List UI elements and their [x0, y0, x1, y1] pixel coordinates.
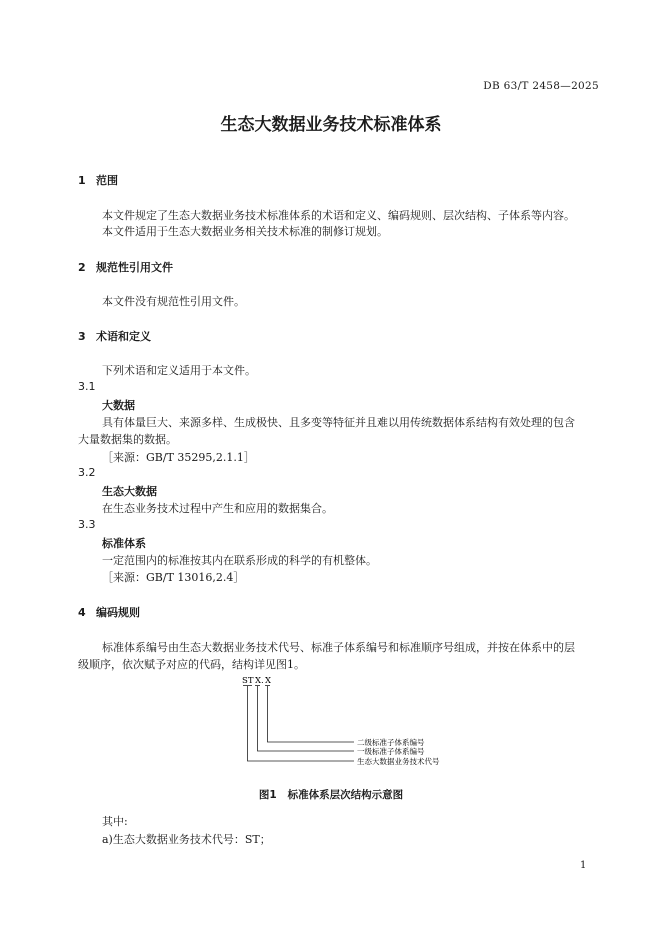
term-definition: 大量数据集的数据。: [78, 433, 177, 446]
term-number: 3.2: [78, 466, 96, 479]
figure-caption-number: 图1: [258, 789, 277, 801]
term-definition: 一定范围内的标准按其内在联系形成的科学的有机整体。: [102, 554, 377, 567]
section-title: 编码规则: [96, 606, 140, 619]
figure-label-code: 生态大数据业务技术代号: [357, 757, 440, 766]
document-title: 生态大数据业务技术标准体系: [220, 115, 442, 135]
figure-label-level2: 二级标准子体系编号: [357, 738, 425, 747]
section-number: 4: [78, 606, 86, 619]
section-number: 2: [78, 261, 86, 274]
list-item: a)生态大数据业务技术代号：ST；: [102, 833, 271, 846]
term-name: 标准体系: [102, 537, 146, 550]
term-name: 生态大数据: [102, 485, 157, 498]
document-code: DB 63/T 2458—2025: [483, 80, 599, 92]
figure-code-x1: X.: [255, 676, 264, 686]
figure-caption: [0, 787, 662, 802]
paragraph: 本文件没有规范性引用文件。: [102, 295, 245, 308]
section-4-heading: [78, 604, 140, 620]
paragraph: 下列术语和定义适用于本文件。: [102, 364, 256, 377]
connector-level1: [258, 686, 355, 751]
paragraph: 标准体系编号由生态大数据业务技术代号、标准子体系编号和标准顺序号组成，并按在体系中的层: [102, 641, 575, 654]
term-definition: 具有体量巨大、来源多样、生成极快、且多变等特征并且难以用传统数据体系结构有效处理的包含: [102, 416, 575, 429]
paragraph: 本文件适用于生态大数据业务相关技术标准的制修订规划。: [102, 225, 388, 238]
section-title: 术语和定义: [96, 330, 151, 343]
connector-level2: [268, 686, 355, 742]
term-source: ［来源：GB/T 13016,2.4］: [102, 571, 245, 584]
section-2-heading: [78, 259, 173, 275]
term-name: 大数据: [102, 399, 135, 412]
paragraph: 本文件规定了生态大数据业务技术标准体系的术语和定义、编码规则、层次结构、子体系等内容。: [102, 209, 575, 222]
section-title: 规范性引用文件: [96, 261, 173, 274]
paragraph: 级顺序，依次赋予对应的代码，结构详见图1。: [78, 658, 305, 671]
section-number: 3: [78, 330, 86, 343]
figure-label-level1: 一级标准子体系编号: [357, 747, 425, 756]
page-number: 1: [580, 860, 587, 871]
coding-structure-figure: [230, 672, 470, 772]
term-definition: 在生态业务技术过程中产生和应用的数据集合。: [102, 502, 333, 515]
section-number: 1: [78, 174, 86, 187]
term-source: ［来源：GB/T 35295,2.1.1］: [102, 451, 255, 464]
figure-code-st: ST: [242, 676, 254, 686]
term-number: 3.1: [78, 380, 96, 393]
section-title: 范围: [96, 174, 118, 187]
paragraph: 其中:: [102, 815, 128, 828]
section-1-heading: [78, 172, 118, 188]
section-3-heading: [78, 328, 151, 344]
figure-caption-text: 标准体系层次结构示意图: [287, 789, 404, 801]
figure-code-x2: X: [265, 676, 272, 686]
term-number: 3.3: [78, 518, 96, 531]
connector-code: [248, 686, 355, 761]
